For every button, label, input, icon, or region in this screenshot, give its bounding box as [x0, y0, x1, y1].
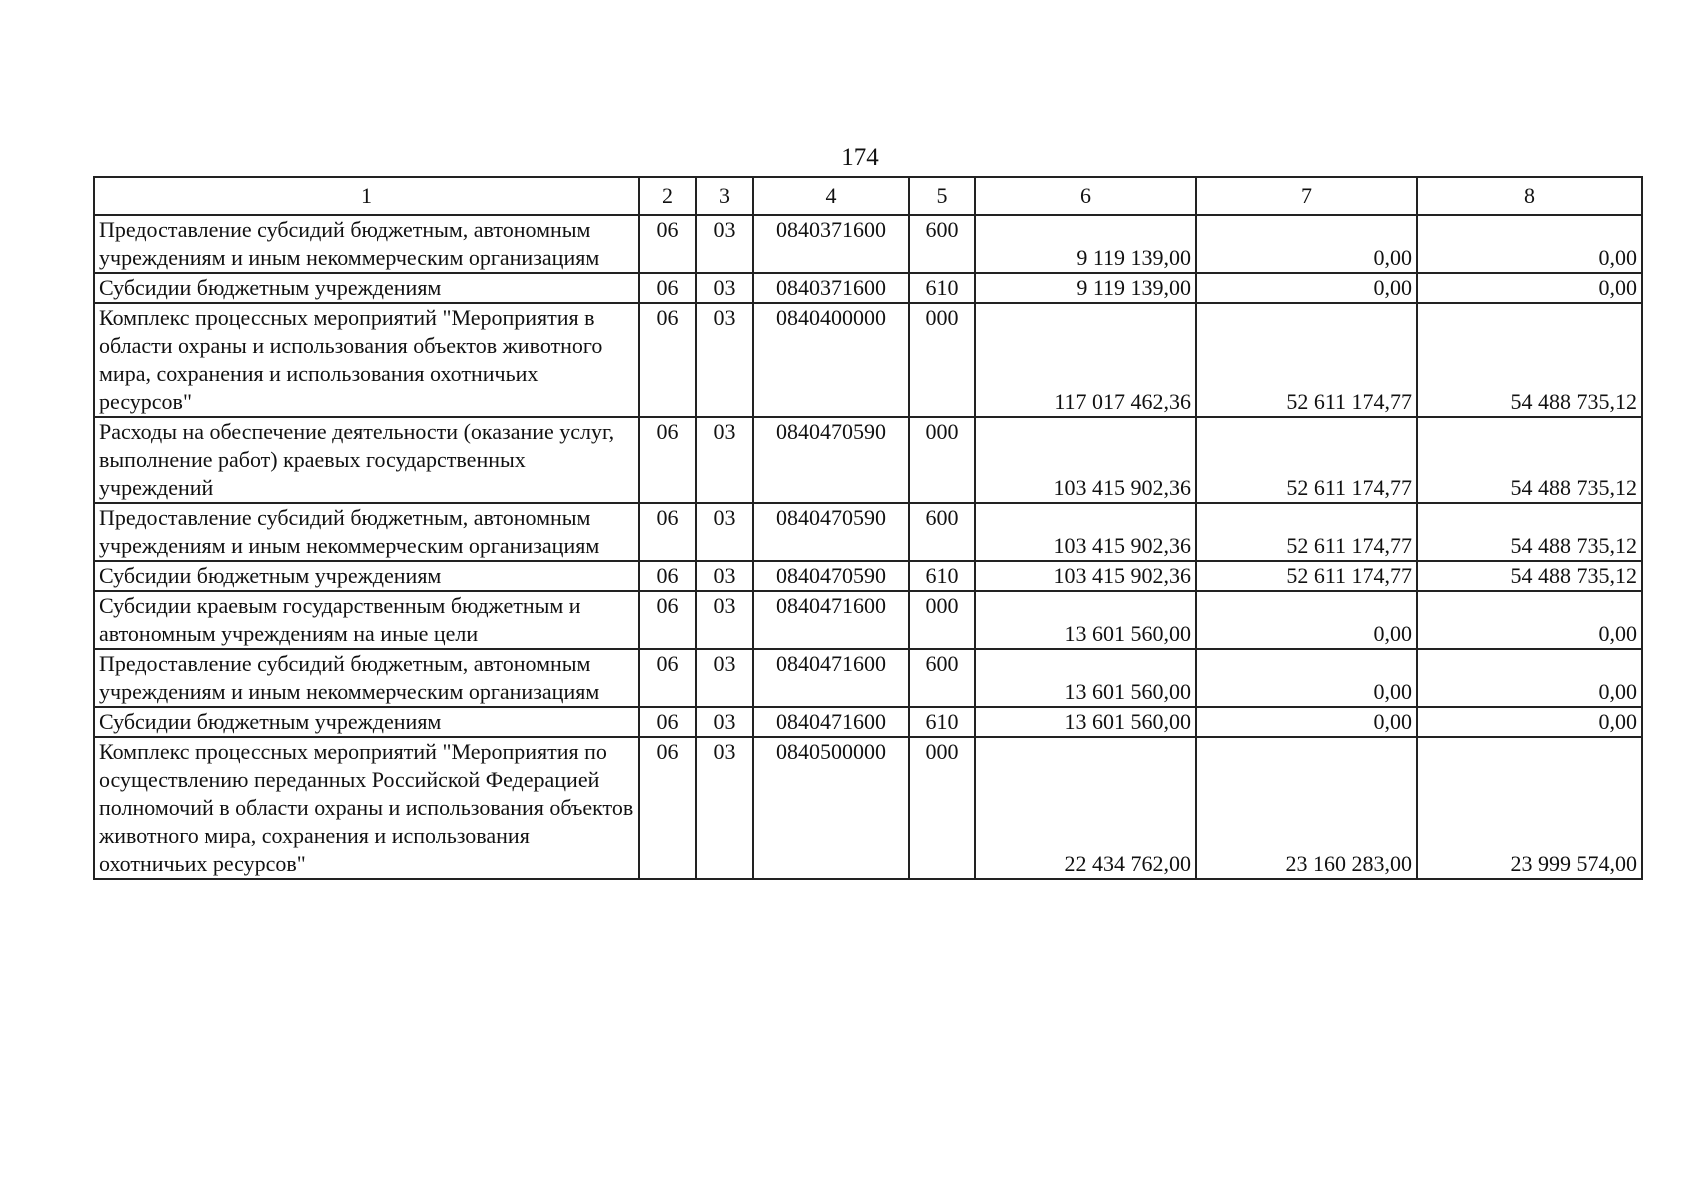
amount-col-8: 0,00 [1417, 707, 1642, 737]
section-code: 06 [639, 215, 696, 273]
header-cell-1: 1 [94, 177, 639, 215]
item-name: Комплекс процессных мероприятий "Мероприятия в области охраны и использования объектов животного мира, сохранения и использования охотничьих ресурсов" [94, 303, 639, 417]
item-name: Субсидии краевым государственным бюджетным и автономным учреждениям на иные цели [94, 591, 639, 649]
amount-col-6: 103 415 902,36 [975, 503, 1196, 561]
subsection-code: 03 [696, 215, 753, 273]
target-article-code: 0840470590 [753, 503, 909, 561]
subsection-code: 03 [696, 273, 753, 303]
header-cell-5: 5 [909, 177, 975, 215]
item-name: Комплекс процессных мероприятий "Мероприятия по осуществлению переданных Российской Федерацией полномочий в области охраны и использования объектов животного мира, сохранения и использования охотничьих ресурсов" [94, 737, 639, 879]
amount-col-7: 0,00 [1196, 215, 1417, 273]
amount-col-7: 0,00 [1196, 273, 1417, 303]
header-row [94, 177, 1642, 215]
section-code: 06 [639, 649, 696, 707]
header-cell-2: 2 [639, 177, 696, 215]
target-article-code: 0840371600 [753, 215, 909, 273]
amount-col-8: 54 488 735,12 [1417, 561, 1642, 591]
section-code: 06 [639, 737, 696, 879]
expense-type-code: 610 [909, 561, 975, 591]
amount-col-8: 54 488 735,12 [1417, 417, 1642, 503]
expense-type-code: 000 [909, 417, 975, 503]
amount-col-6: 117 017 462,36 [975, 303, 1196, 417]
table-row [94, 503, 1642, 561]
expense-type-code: 600 [909, 215, 975, 273]
target-article-code: 0840470590 [753, 561, 909, 591]
expense-type-code: 600 [909, 503, 975, 561]
subsection-code: 03 [696, 303, 753, 417]
table-row [94, 707, 1642, 737]
subsection-code: 03 [696, 503, 753, 561]
item-name: Предоставление субсидий бюджетным, автономным учреждениям и иным некоммерческим организациям [94, 649, 639, 707]
expense-type-code: 610 [909, 707, 975, 737]
amount-col-6: 13 601 560,00 [975, 707, 1196, 737]
amount-col-8: 0,00 [1417, 215, 1642, 273]
amount-col-6: 13 601 560,00 [975, 591, 1196, 649]
table-row [94, 561, 1642, 591]
section-code: 06 [639, 561, 696, 591]
target-article-code: 0840471600 [753, 649, 909, 707]
amount-col-7: 23 160 283,00 [1196, 737, 1417, 879]
table-row [94, 273, 1642, 303]
amount-col-6: 22 434 762,00 [975, 737, 1196, 879]
item-name: Субсидии бюджетным учреждениям [94, 561, 639, 591]
page-number: 174 [841, 144, 879, 171]
target-article-code: 0840500000 [753, 737, 909, 879]
amount-col-7: 0,00 [1196, 707, 1417, 737]
amount-col-6: 13 601 560,00 [975, 649, 1196, 707]
amount-col-7: 0,00 [1196, 649, 1417, 707]
amount-col-6: 103 415 902,36 [975, 417, 1196, 503]
amount-col-6: 103 415 902,36 [975, 561, 1196, 591]
item-name: Предоставление субсидий бюджетным, автономным учреждениям и иным некоммерческим организациям [94, 215, 639, 273]
subsection-code: 03 [696, 417, 753, 503]
expense-type-code: 000 [909, 303, 975, 417]
target-article-code: 0840400000 [753, 303, 909, 417]
target-article-code: 0840371600 [753, 273, 909, 303]
amount-col-8: 54 488 735,12 [1417, 503, 1642, 561]
item-name: Расходы на обеспечение деятельности (оказание услуг, выполнение работ) краевых государственных учреждений [94, 417, 639, 503]
target-article-code: 0840470590 [753, 417, 909, 503]
subsection-code: 03 [696, 649, 753, 707]
amount-col-7: 0,00 [1196, 591, 1417, 649]
header-cell-8: 8 [1417, 177, 1642, 215]
section-code: 06 [639, 707, 696, 737]
subsection-code: 03 [696, 737, 753, 879]
section-code: 06 [639, 273, 696, 303]
expense-type-code: 000 [909, 591, 975, 649]
amount-col-7: 52 611 174,77 [1196, 303, 1417, 417]
subsection-code: 03 [696, 591, 753, 649]
table-row [94, 417, 1642, 503]
expense-type-code: 000 [909, 737, 975, 879]
section-code: 06 [639, 303, 696, 417]
header-cell-7: 7 [1196, 177, 1417, 215]
subsection-code: 03 [696, 561, 753, 591]
amount-col-7: 52 611 174,77 [1196, 503, 1417, 561]
amount-col-8: 54 488 735,12 [1417, 303, 1642, 417]
section-code: 06 [639, 417, 696, 503]
expense-type-code: 600 [909, 649, 975, 707]
amount-col-7: 52 611 174,77 [1196, 417, 1417, 503]
section-code: 06 [639, 591, 696, 649]
amount-col-8: 0,00 [1417, 591, 1642, 649]
amount-col-8: 23 999 574,00 [1417, 737, 1642, 879]
target-article-code: 0840471600 [753, 591, 909, 649]
amount-col-8: 0,00 [1417, 649, 1642, 707]
table-row [94, 737, 1642, 879]
table-row [94, 591, 1642, 649]
amount-col-6: 9 119 139,00 [975, 273, 1196, 303]
subsection-code: 03 [696, 707, 753, 737]
item-name: Предоставление субсидий бюджетным, автономным учреждениям и иным некоммерческим организациям [94, 503, 639, 561]
header-cell-4: 4 [753, 177, 909, 215]
budget-table [93, 176, 1643, 880]
table-row [94, 303, 1642, 417]
table-row [94, 215, 1642, 273]
item-name: Субсидии бюджетным учреждениям [94, 273, 639, 303]
section-code: 06 [639, 503, 696, 561]
amount-col-6: 9 119 139,00 [975, 215, 1196, 273]
target-article-code: 0840471600 [753, 707, 909, 737]
amount-col-7: 52 611 174,77 [1196, 561, 1417, 591]
amount-col-8: 0,00 [1417, 273, 1642, 303]
header-cell-3: 3 [696, 177, 753, 215]
item-name: Субсидии бюджетным учреждениям [94, 707, 639, 737]
table-row [94, 649, 1642, 707]
expense-type-code: 610 [909, 273, 975, 303]
header-cell-6: 6 [975, 177, 1196, 215]
